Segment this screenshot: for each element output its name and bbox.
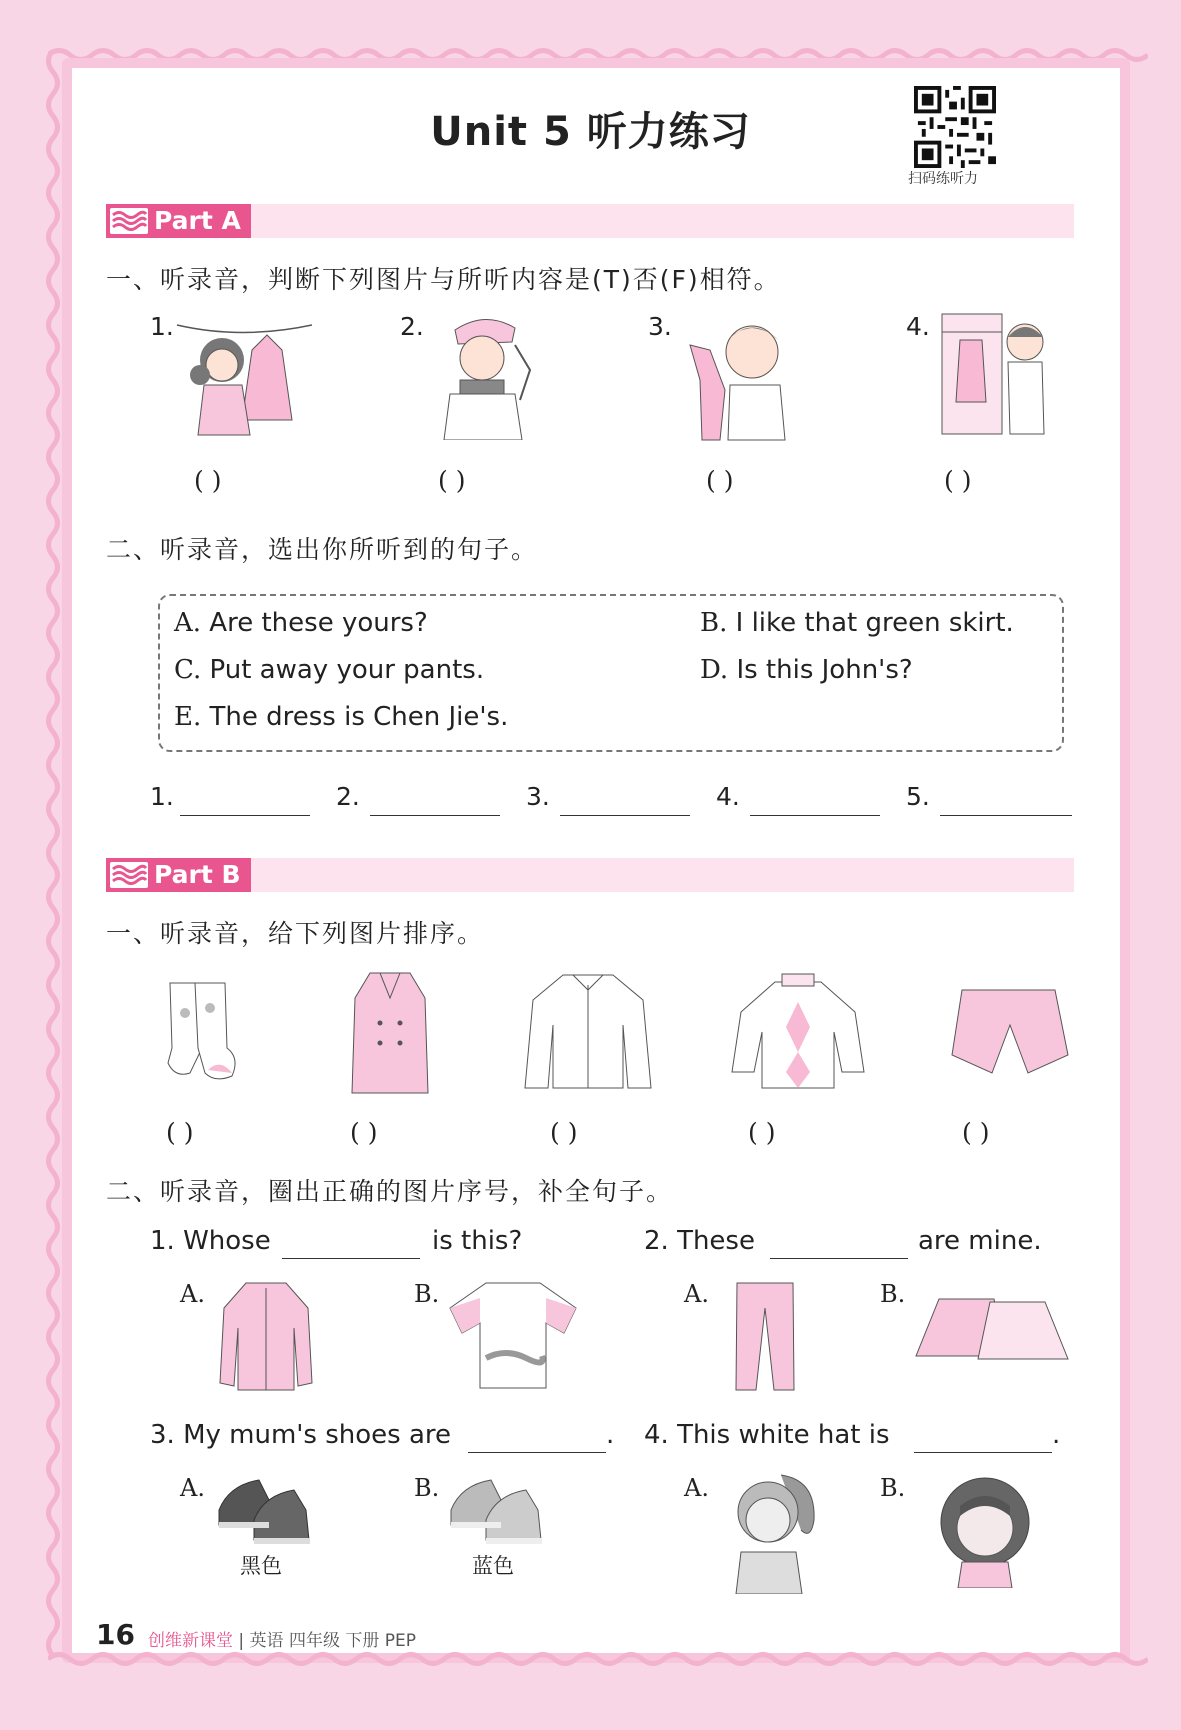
- pink-skirts-picture: [914, 1294, 1070, 1364]
- q1-item-1-num: 1.: [150, 312, 174, 341]
- order-2-paren[interactable]: ( ): [350, 1118, 378, 1147]
- order-1-paren[interactable]: ( ): [166, 1118, 194, 1147]
- order-4-paren[interactable]: ( ): [748, 1118, 776, 1147]
- s3-b-label: 蓝色: [472, 1554, 514, 1578]
- option-e: E. The dress is Chen Jie's.: [174, 702, 509, 732]
- q1-item-3-num: 3.: [648, 312, 672, 341]
- s4-option-a[interactable]: A.: [684, 1474, 709, 1502]
- order-5-paren[interactable]: ( ): [962, 1118, 990, 1147]
- boy-sweater-picture: [680, 310, 800, 445]
- part-a-bar: [106, 204, 1074, 238]
- answer-2-num: 2.: [336, 782, 360, 811]
- part-a-tag: [106, 204, 251, 238]
- pink-pants-picture: [732, 1278, 798, 1396]
- page-title: Unit 5 听力练习: [430, 109, 751, 155]
- s1-option-b[interactable]: B.: [414, 1280, 440, 1308]
- part-b-label: Part B: [154, 860, 241, 889]
- footer-details: | 英语 四年级 下册 PEP: [238, 1631, 416, 1651]
- s2-option-a[interactable]: A.: [684, 1280, 709, 1308]
- q1-item-4-paren[interactable]: ( ): [944, 466, 972, 495]
- sentence-1-blank[interactable]: [282, 1258, 420, 1259]
- sentence-4-blank[interactable]: [914, 1452, 1052, 1453]
- answer-2-blank[interactable]: [370, 815, 500, 816]
- sentence-3-pre: 3. My mum's shoes are: [150, 1420, 452, 1450]
- answer-1-blank[interactable]: [180, 815, 310, 816]
- s2-option-b[interactable]: B.: [880, 1280, 906, 1308]
- q1-item-4-num: 4.: [906, 312, 930, 341]
- boy-hat-scarf-picture: [430, 310, 550, 440]
- sentence-4-post: .: [1052, 1420, 1061, 1450]
- q1-item-2-paren[interactable]: ( ): [438, 466, 466, 495]
- answer-1-num: 1.: [150, 782, 174, 811]
- girl-curly-hair-picture: [932, 1476, 1038, 1588]
- s3-a-label: 黑色: [240, 1554, 282, 1578]
- sweater-picture: [730, 972, 866, 1092]
- s3-option-a[interactable]: A.: [180, 1474, 205, 1502]
- sentence-1-post: is this?: [432, 1226, 523, 1256]
- qr-code-icon[interactable]: [914, 86, 996, 168]
- answer-3-num: 3.: [526, 782, 550, 811]
- part-b-tag: [106, 858, 251, 892]
- tshirt-picture: [446, 1278, 580, 1390]
- sentence-2-post: are mine.: [918, 1226, 1042, 1256]
- part-a-q2-heading: 二、听录音，选出你所听到的句子。: [106, 535, 539, 564]
- order-3-paren[interactable]: ( ): [550, 1118, 578, 1147]
- girl-ponytail-picture: [726, 1470, 822, 1594]
- qr-caption: 扫码练听力: [908, 171, 978, 187]
- sentence-1-pre: 1. Whose: [150, 1226, 271, 1256]
- option-b: B. I like that green skirt.: [700, 608, 1014, 638]
- pink-jacket-picture: [216, 1278, 316, 1396]
- option-c: C. Put away your pants.: [174, 655, 485, 685]
- part-a-label: Part A: [154, 206, 241, 235]
- boy-wardrobe-picture: [940, 312, 1060, 437]
- black-shoes-picture: [214, 1470, 314, 1548]
- shorts-picture: [950, 985, 1070, 1077]
- sentence-4-pre: 4. This white hat is: [644, 1420, 890, 1450]
- s3-option-b[interactable]: B.: [414, 1474, 440, 1502]
- part-b-bar: [106, 858, 1074, 892]
- wave-lines-icon: [110, 208, 148, 234]
- s1-option-a[interactable]: A.: [180, 1280, 205, 1308]
- sentence-2-blank[interactable]: [770, 1258, 908, 1259]
- footer-brand: 创维新课堂: [148, 1631, 233, 1651]
- q1-item-2-num: 2.: [400, 312, 424, 341]
- option-a: A. Are these yours?: [174, 608, 428, 638]
- socks-picture: [160, 978, 260, 1088]
- bottom-wave-border: [48, 1650, 1148, 1668]
- part-a-q1-heading: 一、听录音，判断下列图片与所听内容是(T)否(F)相符。: [106, 265, 781, 294]
- part-b-q2-heading: 二、听录音，圈出正确的图片序号，补全句子。: [106, 1177, 674, 1206]
- coat-picture: [350, 968, 430, 1098]
- left-wave-border: [44, 50, 62, 1660]
- footer-info: [148, 1626, 416, 1651]
- s4-option-b[interactable]: B.: [880, 1474, 906, 1502]
- answer-4-blank[interactable]: [750, 815, 880, 816]
- sentence-3-blank[interactable]: [468, 1452, 606, 1453]
- q1-item-3-paren[interactable]: ( ): [706, 466, 734, 495]
- part-b-q1-heading: 一、听录音，给下列图片排序。: [106, 919, 485, 948]
- sentence-2-pre: 2. These: [644, 1226, 755, 1256]
- option-d: D. Is this John's?: [700, 655, 913, 685]
- sentence-3-post: .: [606, 1420, 615, 1450]
- q1-item-1-paren[interactable]: ( ): [194, 466, 222, 495]
- shirt-picture: [523, 970, 653, 1094]
- answer-4-num: 4.: [716, 782, 740, 811]
- blue-shoes-picture: [446, 1470, 546, 1548]
- answer-3-blank[interactable]: [560, 815, 690, 816]
- wave-lines-icon: [110, 862, 148, 888]
- page-number: 16: [96, 1618, 135, 1651]
- girl-dress-picture: [172, 310, 312, 440]
- answer-5-blank[interactable]: [940, 815, 1072, 816]
- answer-5-num: 5.: [906, 782, 930, 811]
